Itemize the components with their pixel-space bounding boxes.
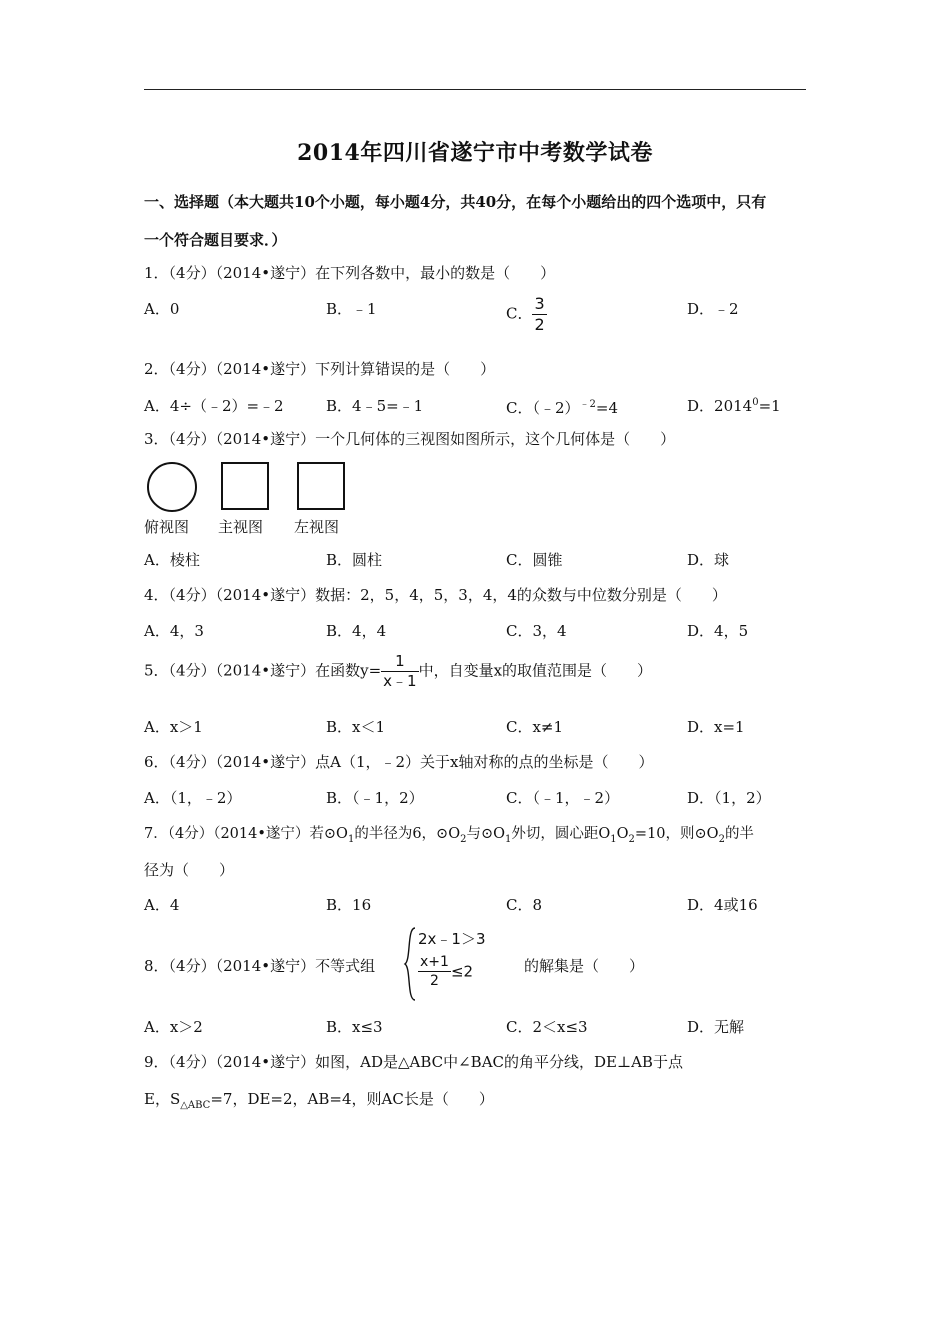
top-view-circle — [148, 463, 196, 511]
question-8-stem-prefix: 8．（4分）（2014•遂宁）不等式组 — [144, 957, 376, 975]
q1-option-b: B．﹣1 — [326, 300, 377, 318]
q7-option-b: B．16 — [326, 896, 372, 914]
question-6-stem: 6．（4分）（2014•遂宁）点A（1，﹣2）关于x轴对称的点的坐标是（ ） — [144, 753, 654, 771]
q3-option-a: A．棱柱 — [144, 551, 200, 569]
q1-option-d: D．﹣2 — [687, 300, 739, 318]
q2-option-b: B．4﹣5=﹣1 — [326, 397, 424, 415]
section-heading-line-2: 一个符合题目要求．） — [144, 231, 287, 249]
q6-option-a: A．（1，﹣2） — [144, 789, 242, 807]
q5-fraction: $\frac{1}{x﹣1}$ — [383, 652, 417, 690]
q3-option-d: D．球 — [687, 551, 730, 569]
q3-option-c: C．圆锥 — [506, 551, 563, 569]
q5-option-a: A．x＞1 — [144, 718, 203, 736]
q7-option-c: C．8 — [506, 896, 543, 914]
question-7-stem-line-1: 7．（4分）（2014•遂宁）若$⊙O_1$的半径为6，$⊙O_2$与$⊙O_1$外切，圆心距$O_1O_2=10$，则$⊙O_2$的半 — [144, 826, 754, 845]
q8-option-c: C．2＜x≤3 — [506, 1018, 588, 1036]
q2-option-a: A．4÷（﹣2）=﹣2 — [144, 397, 284, 415]
front-view-square — [222, 463, 268, 509]
question-4-stem: 4．（4分）（2014•遂宁）数据：2，5，4，5，3，4，4的众数与中位数分别是（ ） — [144, 586, 727, 604]
q6-option-d: D．（1，2） — [687, 789, 771, 807]
q7-option-d: D．4或16 — [687, 896, 758, 914]
system-brace — [403, 926, 417, 1002]
page-title: 2014年四川省遂宁市中考数学试卷 — [297, 140, 653, 166]
q8-fraction: $\frac{x+1}{2}$ — [420, 954, 449, 989]
top-view-label: 俯视图 — [144, 518, 190, 536]
q8-option-a: A．x＞2 — [144, 1018, 203, 1036]
question-9-stem-line-2: E，$S_{\triangle ABC}=7$，DE=2，AB=4，则AC长是（ ） — [144, 1090, 494, 1111]
question-7-stem-line-2: 径为（ ） — [144, 861, 235, 879]
q1-option-a: A．0 — [144, 300, 180, 318]
question-1-stem: 1．（4分）（2014•遂宁）在下列各数中，最小的数是（ ） — [144, 264, 556, 282]
question-3-stem: 3．（4分）（2014•遂宁）一个几何体的三视图如图所示，这个几何体是（ ） — [144, 430, 676, 448]
q5-option-c: C．x≠1 — [506, 718, 564, 736]
q8-option-d: D．无解 — [687, 1018, 745, 1036]
q2-option-d: D．$2014^0=1$ — [687, 397, 781, 415]
q6-option-c: C．（﹣1，﹣2） — [506, 789, 620, 807]
inequality-1: 2x﹣1＞3 — [418, 930, 486, 948]
q1-option-c: C． $\frac{3}{2}$ — [506, 294, 545, 334]
q7-option-a: A．4 — [144, 896, 180, 914]
q1-fraction: $\frac{3}{2}$ — [534, 294, 545, 334]
q5-option-d: D．x=1 — [687, 718, 745, 736]
side-view-label: 左视图 — [294, 518, 340, 536]
q2-option-c: C．（﹣2）$^{﹣2}$=4 — [506, 399, 619, 417]
q3-option-b: B．圆柱 — [326, 551, 383, 569]
question-8-stem-suffix: 的解集是（ ） — [524, 957, 645, 975]
q8-option-b: B．x≤3 — [326, 1018, 383, 1036]
side-view-square — [298, 463, 344, 509]
question-2-stem: 2．（4分）（2014•遂宁）下列计算错误的是（ ） — [144, 360, 496, 378]
q4-option-d: D．4，5 — [687, 622, 749, 640]
q4-option-a: A．4，3 — [144, 622, 204, 640]
front-view-label: 主视图 — [218, 518, 264, 536]
question-5-stem: 5．（4分）（2014•遂宁）在函数y= $\frac{1}{x﹣1}$ 中，自变量x的取值范围是（ ） — [144, 652, 653, 690]
section-heading-line-1: 一、选择题（本大题共10个小题，每小题4分，共40分，在每个小题给出的四个选项中，只有 — [144, 193, 767, 211]
q5-option-b: B．x＜1 — [326, 718, 386, 736]
q4-option-b: B．4，4 — [326, 622, 387, 640]
question-9-stem-line-1: 9．（4分）（2014•遂宁）如图，AD是△ABC中∠BAC的角平分线，DE⊥AB于点 — [144, 1053, 683, 1071]
header-rule — [144, 89, 806, 90]
q6-option-b: B．（﹣1，2） — [326, 789, 424, 807]
inequality-2: $\frac{x+1}{2}$ ≤2 — [420, 954, 474, 989]
q4-option-c: C．3，4 — [506, 622, 567, 640]
three-views-figure — [144, 460, 354, 512]
